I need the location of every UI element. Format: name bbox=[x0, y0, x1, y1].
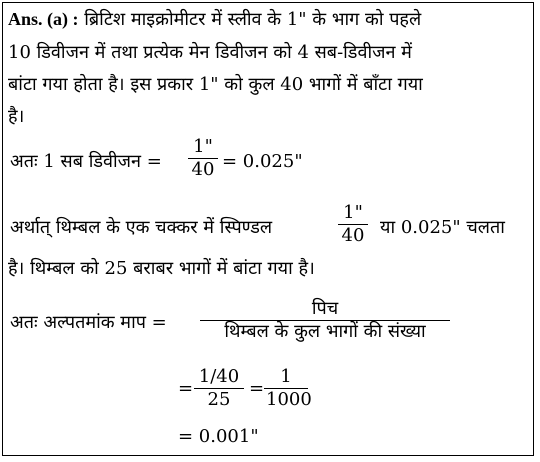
paragraph-1-line-4: है। bbox=[8, 106, 25, 127]
equation-3-fraction-1 bbox=[194, 366, 244, 411]
answer-label: Ans. (a) : bbox=[8, 9, 79, 29]
equation-3-mid-eq-sign: = bbox=[249, 378, 265, 399]
equation-3-numerator-2: 1 bbox=[280, 366, 292, 387]
equation-3-fraction-2 bbox=[264, 366, 312, 411]
equation-3-denominator-1: 25 bbox=[207, 389, 231, 410]
equation-1-fraction bbox=[188, 136, 218, 181]
paragraph-1-text: ब्रिटिश माइक्रोमीटर में स्लीव के 1" के भाग को पहले bbox=[84, 9, 422, 30]
paragraph-2-start: अर्थात् थिम्बल के एक चक्कर में स्पिण्डल bbox=[10, 217, 273, 238]
paragraph-1-line-1 bbox=[8, 6, 421, 33]
equation-3-denominator-2: 1000 bbox=[266, 389, 312, 410]
paragraph-2-fraction bbox=[338, 202, 368, 247]
equation-3-eq-sign: = bbox=[178, 378, 194, 399]
paragraph-2-numerator: 1" bbox=[343, 202, 363, 223]
equation-4-result: = 0.001" bbox=[178, 426, 259, 447]
least-count-fraction bbox=[200, 298, 450, 343]
least-count-numerator: पिच bbox=[311, 298, 339, 319]
equation-1-lhs: अतः 1 सब डिवीजन = bbox=[10, 151, 162, 172]
equation-3-numerator-1: 1/40 bbox=[198, 366, 240, 387]
equation-1-denominator: 40 bbox=[191, 159, 215, 180]
equation-1-rhs: = 0.025" bbox=[222, 151, 303, 172]
paragraph-1-line-2: 10 डिवीजन में तथा प्रत्येक मेन डिवीजन को 4 सब-डिवीजन में bbox=[8, 42, 412, 63]
least-count-denominator: थिम्बल के कुल भागों की संख्या bbox=[224, 321, 426, 342]
paragraph-2-end: या 0.025" चलता bbox=[380, 217, 505, 238]
paragraph-1-line-3: बांटा गया होता है। इस प्रकार 1" को कुल 40 भागों में बाँटा गया bbox=[8, 74, 423, 95]
paragraph-2-line-2: है। थिम्बल को 25 बराबर भागों में बांटा गया है। bbox=[8, 258, 315, 279]
equation-1-numerator: 1" bbox=[193, 136, 213, 157]
equation-2-lhs: अतः अल्पतमांक माप = bbox=[10, 312, 167, 333]
paragraph-2-denominator: 40 bbox=[341, 225, 365, 246]
